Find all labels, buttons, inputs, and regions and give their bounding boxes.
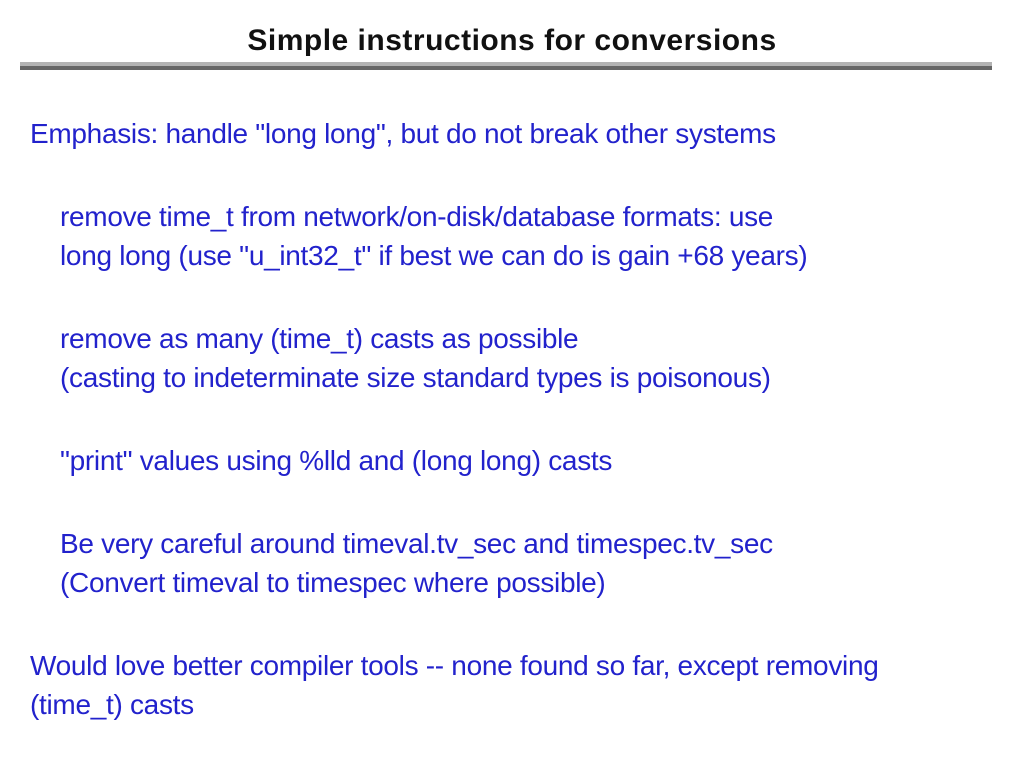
title-separator xyxy=(20,62,992,70)
slide-title: Simple instructions for conversions xyxy=(247,24,777,57)
text-line: (casting to indeterminate size standard types is poisonous) xyxy=(60,362,771,393)
separator-dark-line xyxy=(20,66,992,70)
text-line: "print" values using %lld and (long long) casts xyxy=(60,445,613,476)
paragraph-print-values xyxy=(60,441,1024,480)
text-line: Emphasis: handle "long long", but do not break other systems xyxy=(30,118,776,149)
paragraph-remove-casts xyxy=(60,319,1024,397)
text-line: remove as many (time_t) casts as possible xyxy=(60,323,579,354)
text-line: (Convert timeval to timespec where possible) xyxy=(60,567,606,598)
paragraph-remove-time-t-formats xyxy=(60,197,1024,275)
paragraph-emphasis xyxy=(30,114,1024,153)
text-line: long long (use "u_int32_t" if best we can do is gain +68 years) xyxy=(60,240,808,271)
text-line: Be very careful around timeval.tv_sec and timespec.tv_sec xyxy=(60,528,773,559)
paragraph-timeval-timespec xyxy=(60,524,1024,602)
text-line: (time_t) casts xyxy=(30,689,194,720)
text-line: remove time_t from network/on-disk/database formats: use xyxy=(60,201,774,232)
text-line: Would love better compiler tools -- none found so far, except removing xyxy=(30,650,879,681)
paragraph-compiler-tools xyxy=(30,646,1024,724)
slide-body xyxy=(0,114,1024,724)
